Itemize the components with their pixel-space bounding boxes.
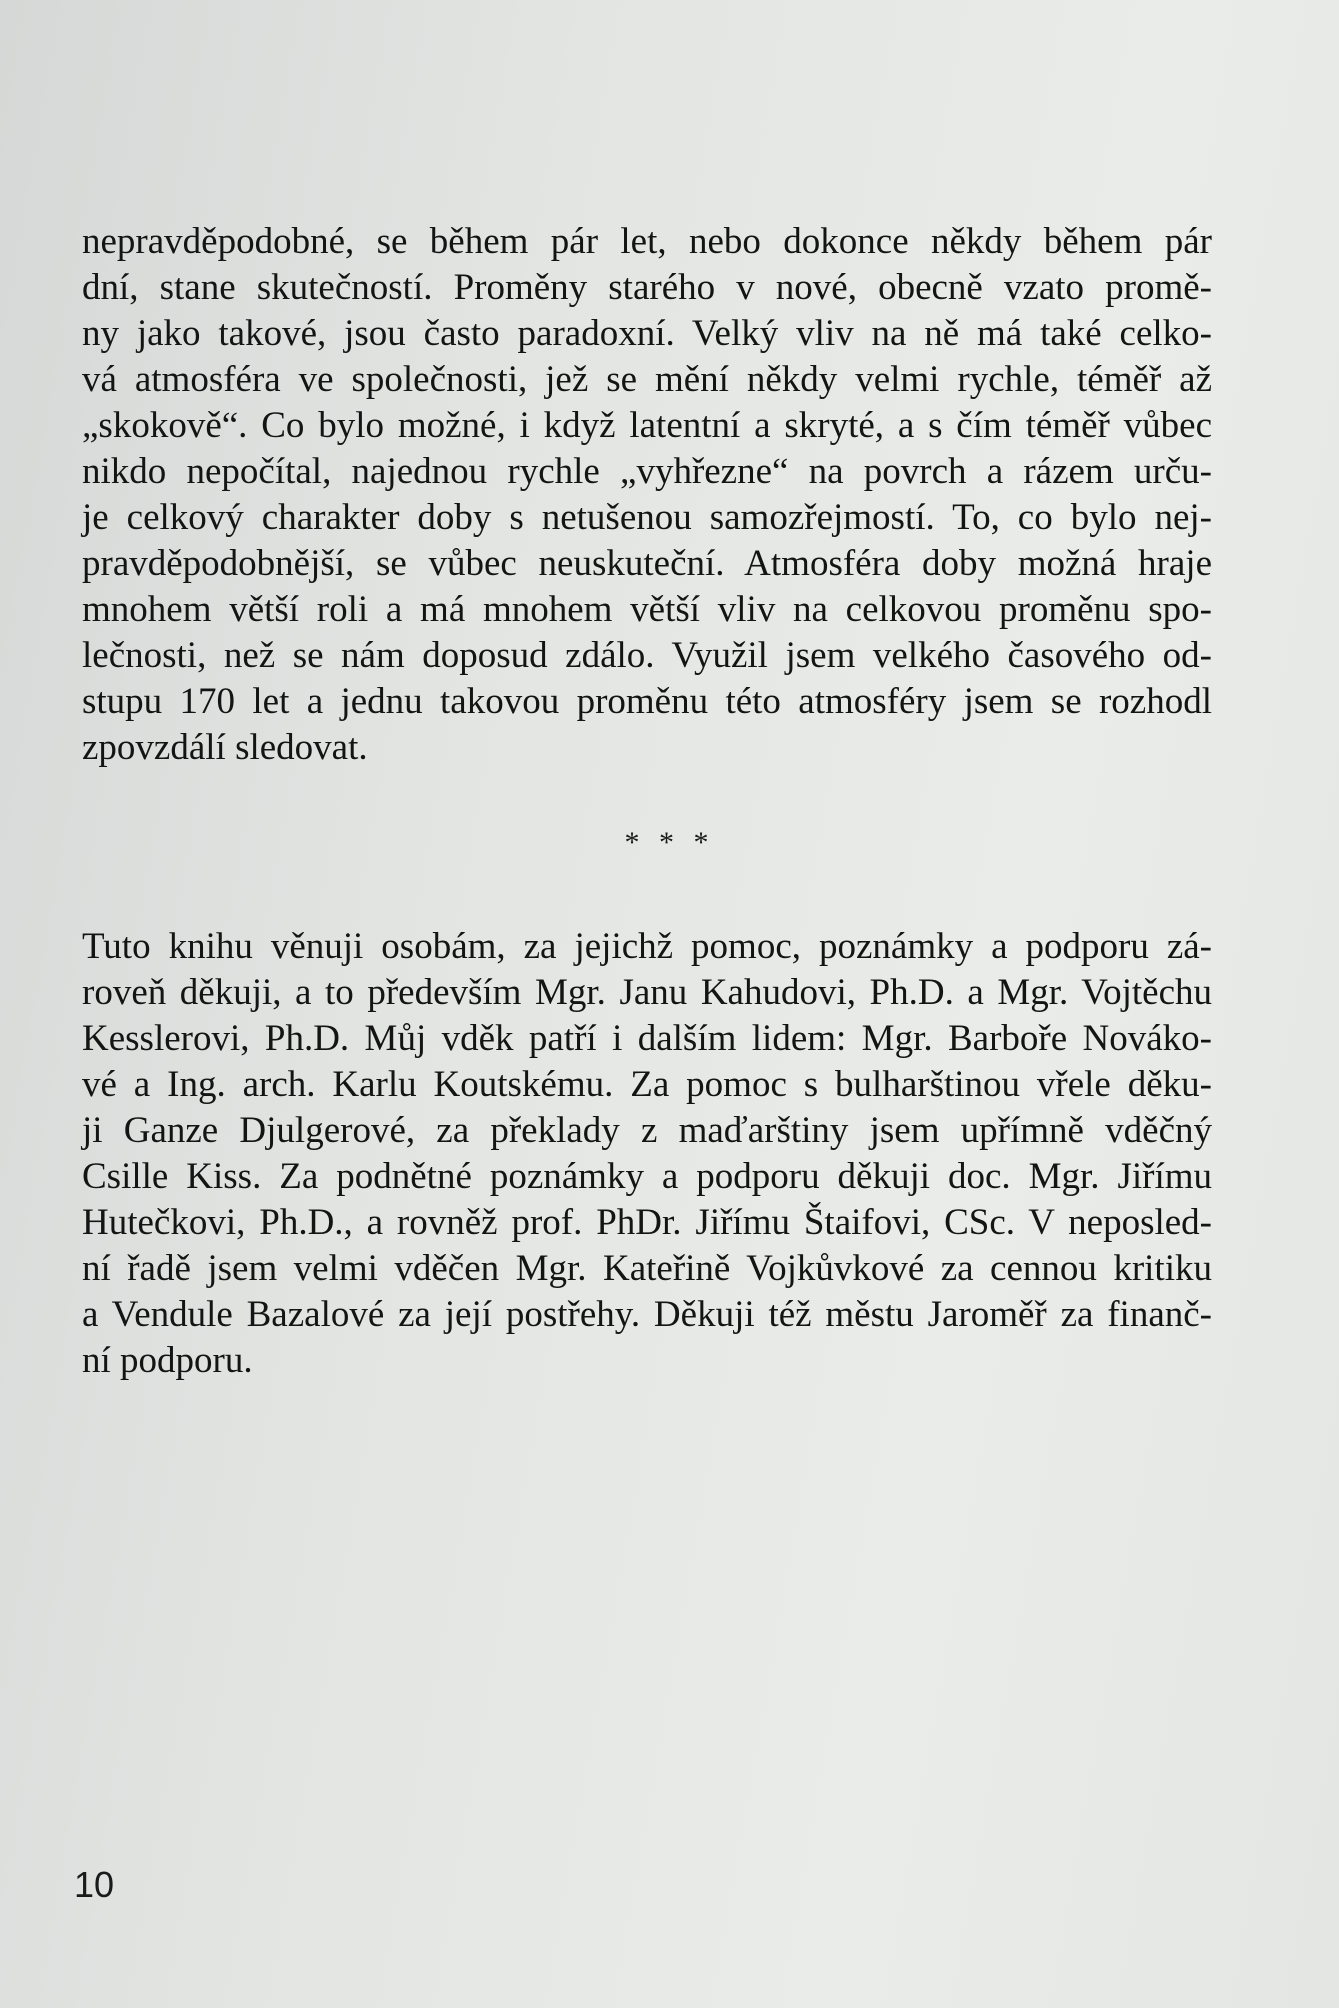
text-line: vé a Ing. arch. Karlu Koutskému. Za pomoc s bulharštinou vřele děku- bbox=[82, 1064, 1212, 1105]
text-line: mnohem větší roli a má mnohem větší vliv na celkovou proměnu spo- bbox=[82, 589, 1212, 630]
paragraph-closing-intro bbox=[82, 219, 1212, 771]
text-line: ny jako takové, jsou často paradoxní. Velký vliv na ně má také celko- bbox=[82, 313, 1212, 354]
text-line: Tuto knihu věnuji osobám, za jejichž pomoc, poznámky a podporu zá- bbox=[82, 926, 1212, 967]
text-line: Kesslerovi, Ph.D. Můj vděk patří i dalším lidem: Mgr. Barboře Nováko- bbox=[82, 1018, 1212, 1059]
text-line: je celkový charakter doby s netušenou samozřejmostí. To, co bylo nej- bbox=[82, 497, 1212, 538]
text-line: lečnosti, než se nám doposud zdálo. Využil jsem velkého časového od- bbox=[82, 635, 1212, 676]
text-line: Hutečkovi, Ph.D., a rovněž prof. PhDr. Jiřímu Štaifovi, CSc. V neposled- bbox=[82, 1202, 1212, 1243]
text-line: ní podporu. bbox=[82, 1340, 253, 1381]
text-line: pravděpodobnější, se vůbec neuskuteční. Atmosféra doby možná hraje bbox=[82, 543, 1212, 584]
text-line: „skokově“. Co bylo možné, i když latentní a skryté, a s čím téměř vůbec bbox=[82, 405, 1212, 446]
text-line: dní, stane skutečností. Proměny starého v nové, obecně vzato promě- bbox=[82, 267, 1212, 308]
text-line: Csille Kiss. Za podnětné poznámky a podporu děkuji doc. Mgr. Jiřímu bbox=[82, 1156, 1212, 1197]
text-line: zpovzdálí sledovat. bbox=[82, 727, 368, 768]
text-line: ji Ganze Djulgerové, za překlady z maďarštiny jsem upřímně vděčný bbox=[82, 1110, 1212, 1151]
text-line: nikdo nepočítal, najednou rychle „vyhřezne“ na povrch a rázem urču- bbox=[82, 451, 1212, 492]
text-line: ní řadě jsem velmi vděčen Mgr. Kateřině Vojkůvkové za cennou kritiku bbox=[82, 1248, 1212, 1289]
section-separator: * * * bbox=[624, 826, 715, 859]
text-line: stupu 170 let a jednu takovou proměnu této atmosféry jsem se rozhodl bbox=[82, 681, 1212, 722]
page-number: 10 bbox=[74, 1864, 115, 1905]
text-line: vá atmosféra ve společnosti, jež se mění někdy velmi rychle, téměř až bbox=[82, 359, 1212, 400]
text-line: nepravděpodobné, se během pár let, nebo dokonce někdy během pár bbox=[82, 221, 1212, 262]
text-line: a Vendule Bazalové za její postřehy. Děkuji též městu Jaroměř za finanč- bbox=[82, 1294, 1212, 1335]
paragraph-acknowledgements bbox=[82, 924, 1212, 1384]
text-line: roveň děkuji, a to především Mgr. Janu Kahudovi, Ph.D. a Mgr. Vojtěchu bbox=[82, 972, 1212, 1013]
